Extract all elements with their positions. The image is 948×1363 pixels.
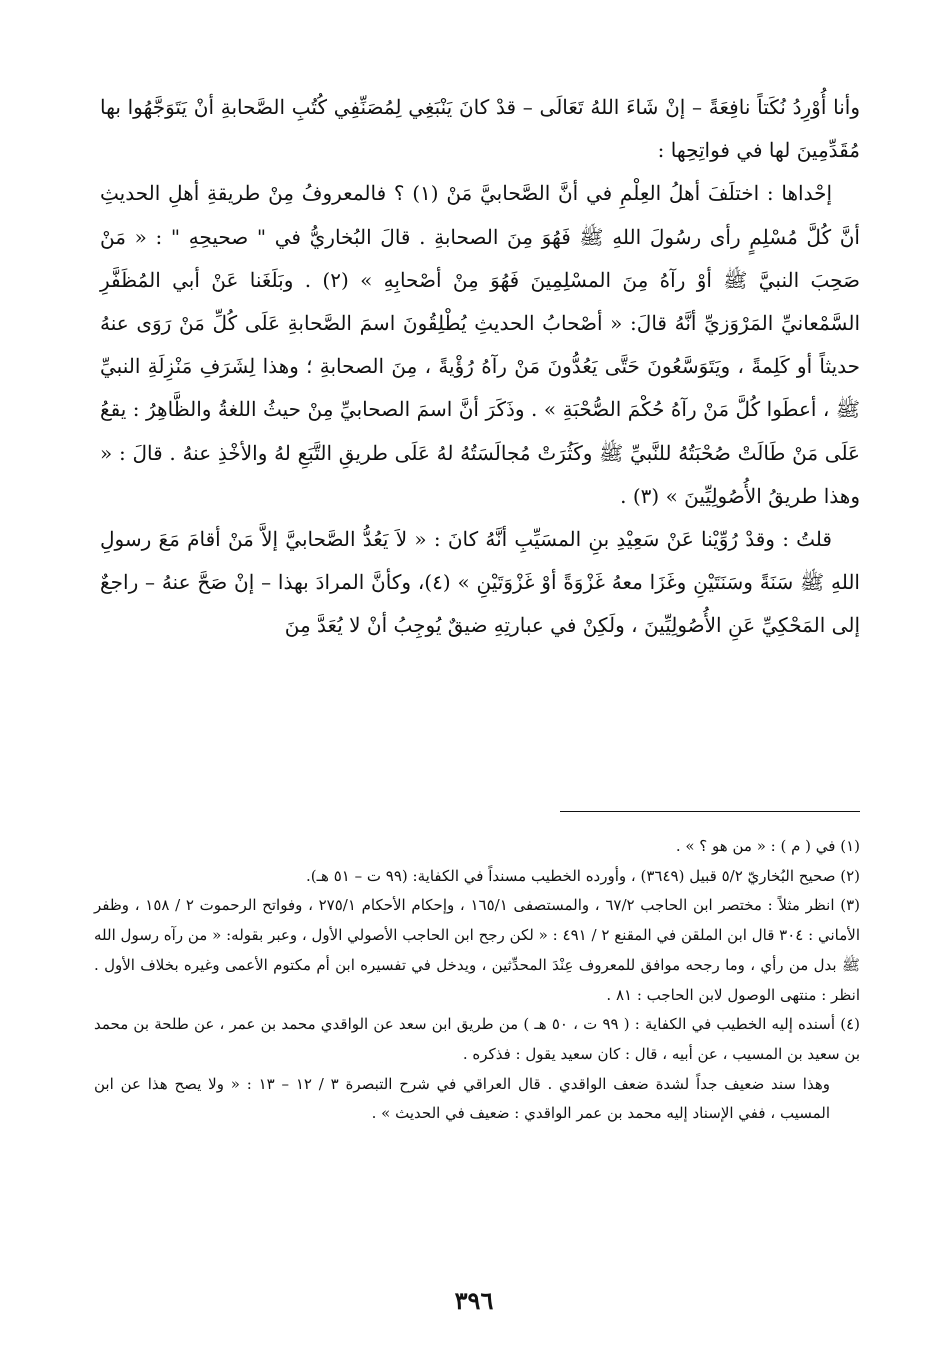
main-text xyxy=(100,86,860,648)
paragraph-author-comment: قلتُ : وقدْ رُوِّيْنا عَنْ سَعِيْدِ بنِ المسَيِّبِ أنَّهُ كانَ : « لاَ يَعُدُّ الصَّحابيَّ إلاَّ مَنْ أقامَ مَعَ رسولِ اللهِ ﷺ سَنَةً وسَنَتَيْنِ وغَزَا معهُ غَزْوَةً أوْ غَزْوَتَيْنِ » (٤)، وكأنَّ المرادَ بهذا – إنْ صَحَّ عنهُ – راجعٌ إلى المَحْكِيِّ عَنِ الأُصُولِيِّينَ ، ولَكِنْ في عبارتِهِ ضيقٌ يُوجِبُ أنْ لا يُعَدَّ مِنَ xyxy=(100,527,860,638)
footnote-text: في ( م ) : « من هو ؟ » . xyxy=(675,837,836,855)
footnote-number: (٣) xyxy=(840,896,860,915)
footnote-text: وهذا سند ضعيف جداً لشدة ضعف الواقدي . قال العراقي في شرح التبصرة ٣ / ١٢ – ١٣ : « ولا يصح هذا عن ابن المسيب ، ففي الإسناد إليه محمد بن عمر الواقدي : ضعيف في الحديث » . xyxy=(94,1074,830,1123)
footnote-text: صحيح البُخاريّ ٥/٢ قبيل (٣٦٤٩) ، وأورده الخطيب مسنداً في الكفاية: (٩٩ ت – ٥١ هـ). xyxy=(306,866,836,885)
paragraph-first-point: إحْداها : اختلَفَ أهلُ العِلْمِ في أنَّ الصَّحابيَّ مَنْ (١) ؟ فالمعروفُ مِنْ طريقةِ أهلِ الحديثِ أنَّ كُلَّ مُسْلِمٍ رأى رسُولَ اللهِ ﷺ فَهُوَ مِنَ الصحابةِ . قالَ البُخاريُّ في " صحيحِهِ " : « مَنْ صَحِبَ النبيَّ ﷺ أوْ رآهُ مِنَ المسْلِمِينَ فَهُوَ مِنْ أصْحابِهِ » (٢) . وبَلَغَنا عَنْ أبي المُظَفَّرِ السَّمْعانيِّ المَرْوَزيِّ أنَّهُ قالَ: « أصْحابُ الحديثِ يُطْلِقُونَ اسمَ الصَّحابةِ عَلَى كُلِّ مَنْ رَوَى عنهُ حديثاً أو كَلِمةً ، ويَتَوَسَّعُونَ حَتَّى يَعُدُّونَ مَنْ رآهُ رُؤْيةً ، مِنَ الصحابةِ ؛ وهذا لِشَرَفِ مَنْزِلَةِ النبيِّ ﷺ ، أعطَوا كُلَّ مَنْ رآهُ حُكْمَ الصُّحْبَةِ » . وذَكَرَ أنَّ اسمَ الصحابيِّ مِنْ حيثُ اللغةُ والظَّاهِرُ : يقعُ عَلَى مَنْ طَالَتْ صُحْبَتُهُ للنَّبيِّ ﷺ وكَثُرَتْ مُجالَسَتُهُ لهُ عَلَى طريقِ التَّبَعِ لهُ والأخْذِ عنهُ . قالَ : « وهذا طريقُ الأُصُولِيِّينَ » (٣) . xyxy=(100,181,861,508)
footnote-3 xyxy=(94,891,860,1010)
page-number: ٣٩٦ xyxy=(454,1286,494,1315)
footnote-text: أسنده إليه الخطيب في الكفاية : ( ٩٩ ت ، ٥٠ هـ ) من طريق ابن سعد عن الواقدي محمد بن عمر ، عن طلحة بن محمد بن سعيد بن المسيب ، عن أبيه ، قال : كان سعيد يقول : فذكره . xyxy=(94,1015,860,1063)
footnote-4-continuation xyxy=(94,1070,860,1129)
footnote-4 xyxy=(94,1010,860,1069)
footnotes xyxy=(94,832,860,1129)
footnote-1 xyxy=(94,832,860,862)
footnote-divider xyxy=(560,811,860,812)
footnote-text: انظر مثلاً : مختصر ابن الحاجب ٦٧/٢ ، والمستصفى ١٦٥/١ ، وإحكام الأحكام ٢٧٥/١ ، وفواتح الرحموت ٢ / ١٥٨ ، وظفر الأماني : ٣٠٤ قال ابن الملقن في المقنع ٢ / ٤٩١ : « لكن رجح ابن الحاجب الأصولي الأول ، وعبر بقوله: « من رآه رسول الله ﷺ بدل من رأي ، وما رجحه موافق للمعروف عِنْدَ المحدِّثين ، ويدخل في تفسيره ابن أم مكتوم الأعمى وغيره بخلاف الأول . انظر : منتهى الوصول لابن الحاجب : ٨١ . xyxy=(94,896,860,1004)
paragraph-intro: وأنا أُوْرِدُ نُكَتاً نافِعَةً – إنْ شَاءَ اللهُ تَعَالَى – قدْ كانَ يَنْبَغِي لِمُصَنِّفِي كُتُبِ الصَّحابةِ أنْ يَتَوَجَّهُوا بها مُقَدِّمِينَ لها في فواتِحِها : xyxy=(100,95,860,163)
footnote-2 xyxy=(94,862,860,892)
footnote-number: (٢) xyxy=(840,866,860,885)
footnote-number: (١) xyxy=(840,837,860,855)
footnote-number: (٤) xyxy=(840,1015,860,1034)
